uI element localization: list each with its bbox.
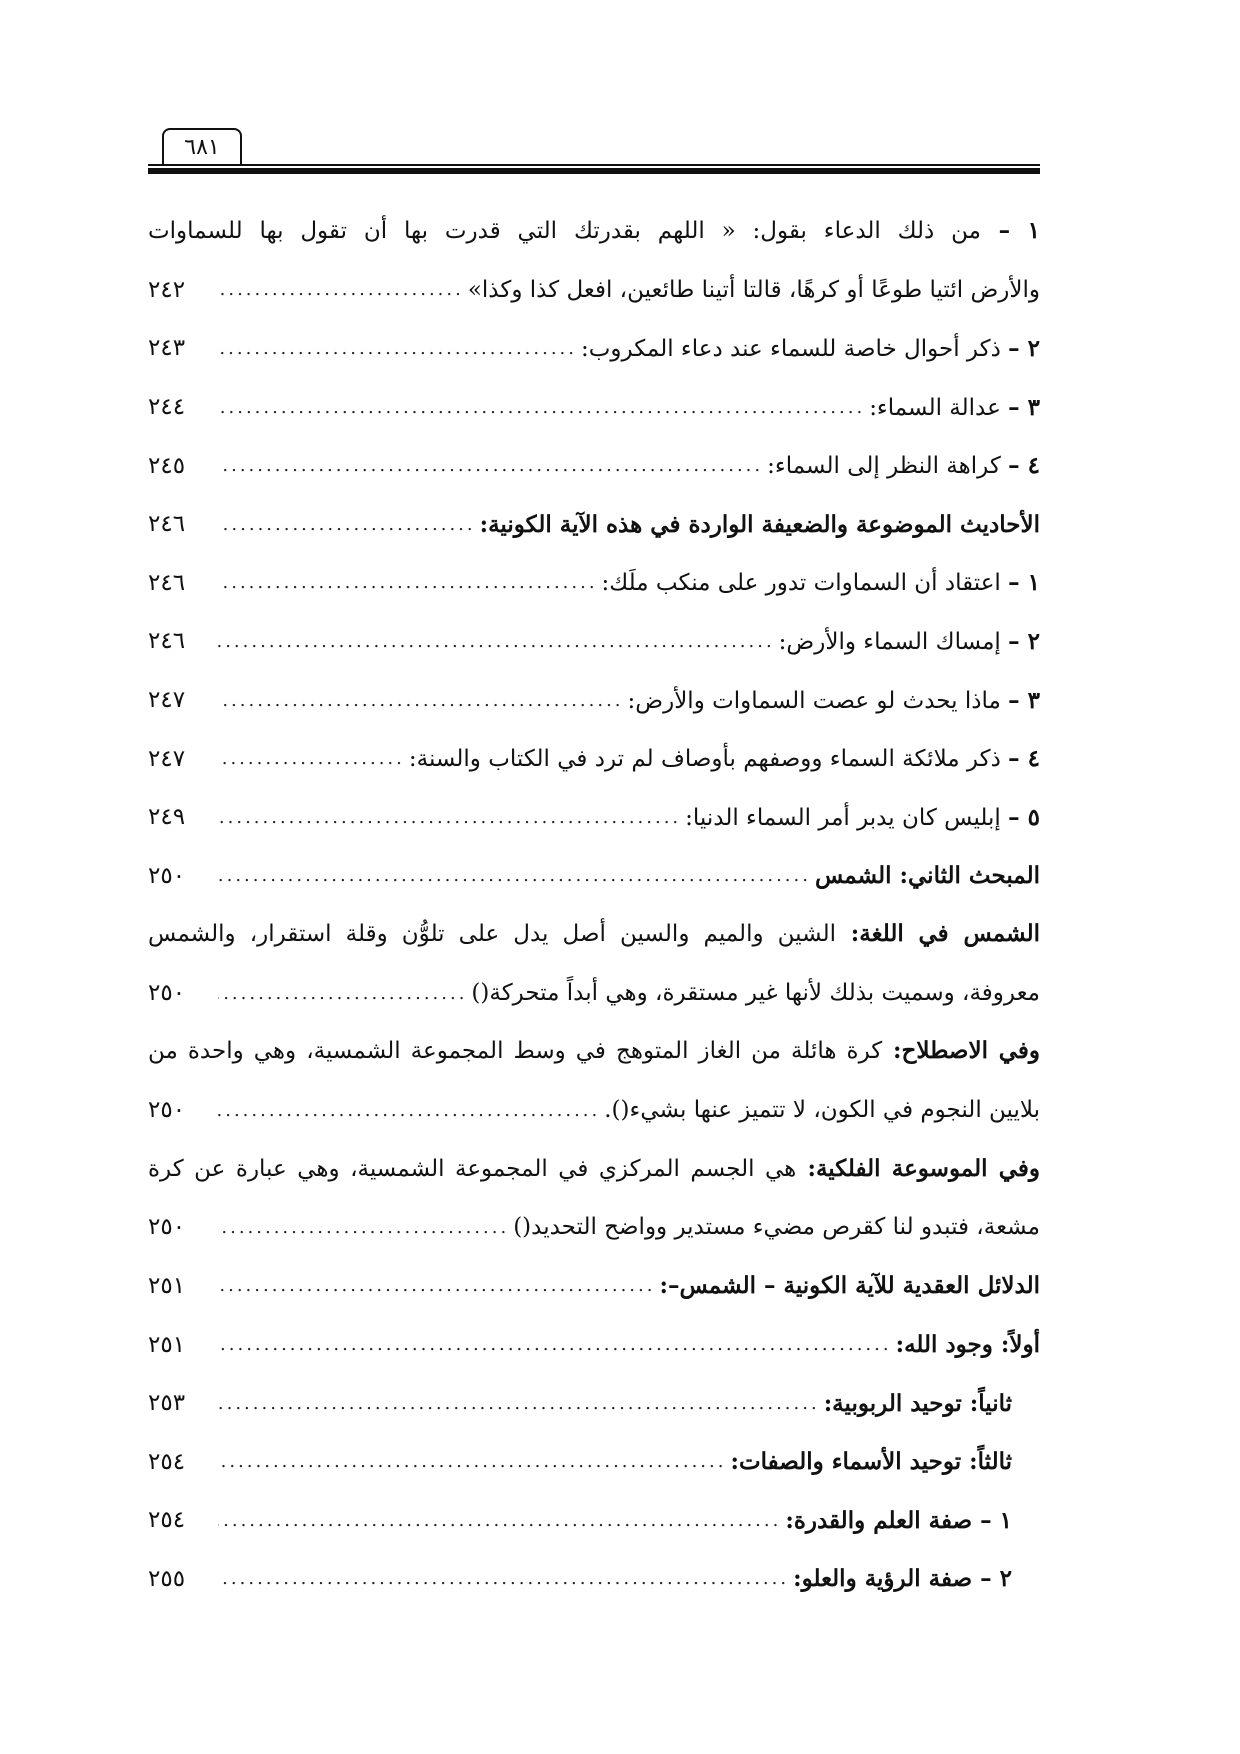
entry-text: والأرض ائتيا طوعًا أو كرهًا، قالتا أتينا طائعين، افعل كذا وكذا» [467, 276, 1040, 303]
toc-entry [148, 378, 1040, 437]
entry-title [581, 335, 1040, 362]
entry-page-number: ٢٤٧ [148, 687, 186, 714]
dot-leader [218, 338, 577, 359]
dot-leader [218, 1451, 726, 1472]
entry-text: إبليس كان يدبر أمر السماء الدنيا: [685, 804, 1001, 831]
toc-heading [148, 1432, 1040, 1491]
entry-page-number: ٢٤٦ [148, 511, 186, 538]
toc-paragraph-line [148, 1140, 1040, 1199]
entry-title [409, 745, 1040, 772]
entry-number: ٣ – [1008, 393, 1040, 421]
entry-page-number: ٢٤٢ [148, 276, 186, 303]
dot-leader [218, 865, 811, 886]
page-number: ٦٨١ [162, 128, 242, 164]
entry-title [815, 862, 1040, 889]
entry-text: ٢ – صفة الرؤية والعلو: [793, 1565, 1012, 1593]
entry-page-number: ٢٤٦ [148, 569, 186, 596]
entry-text: ١ – صفة العلم والقدرة: [785, 1506, 1012, 1534]
entry-page-number: ٢٥١ [148, 1331, 186, 1358]
dot-leader [218, 983, 467, 1004]
toc-heading [148, 1257, 1040, 1316]
entry-text: أولاً: وجود الله: [895, 1331, 1040, 1359]
entry-title [767, 452, 1040, 479]
entry-page-number: ٢٥٠ [148, 1097, 186, 1124]
dot-leader [218, 631, 775, 652]
entry-page-number: ٢٥٠ [148, 1214, 186, 1241]
dot-leader [218, 748, 405, 769]
entry-text: معروفة، وسميت بذلك لأنها غير مستقرة، وهي أبداً متحركة() [471, 980, 1040, 1007]
toc-heading [148, 1315, 1040, 1374]
toc-heading [148, 847, 1040, 906]
entry-text: ذكر ملائكة السماء ووصفهم بأوصاف لم ترد في الكتاب والسنة: [408, 746, 1001, 773]
toc-heading [148, 1491, 1040, 1550]
toc-paragraph-line [148, 1022, 1040, 1081]
entry-title [793, 1565, 1012, 1592]
entry-title [659, 1272, 1040, 1299]
dot-leader [218, 690, 624, 711]
table-of-contents [148, 202, 1040, 1608]
toc-heading [148, 1374, 1040, 1433]
entry-title [785, 1507, 1012, 1534]
toc-heading [148, 495, 1040, 554]
dot-leader [218, 279, 464, 300]
definition-term: وفي الاصطلاح: [882, 1037, 1040, 1065]
header-rule-thin [148, 164, 1040, 166]
entry-title [685, 804, 1040, 831]
dot-leader [218, 1393, 820, 1414]
entry-number: ٣ – [1008, 686, 1040, 714]
toc-entry [148, 1198, 1040, 1257]
entry-text: الدلائل العقدية للآية الكونية – الشمس–: [659, 1272, 1040, 1300]
entry-page-number: ٢٤٣ [148, 335, 186, 362]
entry-text: ماذا يحدث لو عصت السماوات والأرض: [627, 687, 1001, 714]
entry-title [471, 980, 1040, 1006]
toc-paragraph-line [148, 905, 1040, 964]
entry-text: الأحاديث الموضوعة والضعيفة الواردة في هذه الآية الكونية: [479, 510, 1040, 538]
entry-title [480, 511, 1040, 538]
entry-title [896, 1331, 1040, 1358]
dot-leader [218, 1510, 781, 1531]
entry-title [602, 569, 1040, 596]
toc-entry [148, 788, 1040, 847]
dot-leader [218, 1334, 892, 1355]
dot-leader [218, 455, 763, 476]
dot-leader [218, 572, 598, 593]
toc-heading [148, 1550, 1040, 1609]
dot-leader [218, 1217, 509, 1238]
entry-number: ٤ – [1008, 745, 1040, 773]
entry-page-number: ٢٥٤ [148, 1507, 186, 1534]
header-rule-thick [148, 168, 1040, 174]
toc-entry [148, 261, 1040, 320]
entry-page-number: ٢٥١ [148, 1272, 186, 1299]
entry-title [628, 687, 1040, 714]
entry-title [468, 277, 1040, 303]
entry-title [824, 1390, 1012, 1417]
toc-entry [148, 612, 1040, 671]
entry-text: ذكر أحوال خاصة للسماء عند دعاء المكروب: [581, 335, 1001, 362]
entry-title [779, 628, 1040, 655]
toc-entry [148, 436, 1040, 495]
entry-number: ١ – [1008, 569, 1040, 597]
entry-number: ٢ – [1008, 627, 1040, 655]
dot-leader [218, 807, 681, 828]
entry-page-number: ٢٤٩ [148, 804, 186, 831]
entry-page-number: ٢٤٦ [148, 628, 186, 655]
entry-number: ١ – [981, 217, 1040, 244]
definition-term: الشمس في اللغة: [836, 920, 1040, 948]
paragraph-text: كرة هائلة من الغاز المتوهج في وسط المجموعة الشمسية، وهي واحدة من [148, 1038, 883, 1065]
entry-text: إمساك السماء والأرض: [778, 628, 1001, 655]
dot-leader [218, 397, 865, 418]
entry-page-number: ٢٤٤ [148, 394, 186, 421]
entry-title [869, 394, 1040, 421]
dot-leader [218, 1275, 655, 1296]
entry-title [604, 1097, 1040, 1123]
paragraph-text: هي الجسم المركزي في المجموعة الشمسية، وهي عبارة عن كرة [148, 1155, 797, 1182]
toc-entry [148, 554, 1040, 613]
entry-page-number: ٢٥٣ [148, 1390, 186, 1417]
entry-page-number: ٢٥٠ [148, 980, 186, 1007]
entry-text: كراهة النظر إلى السماء: [767, 453, 1001, 480]
toc-entry [148, 729, 1040, 788]
entry-page-number: ٢٥٠ [148, 862, 186, 889]
entry-text: ثانياً: توحيد الربوبية: [823, 1389, 1012, 1417]
toc-entry [148, 319, 1040, 378]
entry-text: بلايين النجوم في الكون، لا تتميز عنها بشيء(). [604, 1097, 1040, 1124]
toc-entry [148, 1081, 1040, 1140]
toc-entry [148, 671, 1040, 730]
entry-page-number: ٢٤٧ [148, 745, 186, 772]
toc-paragraph-line [148, 202, 1040, 261]
entry-page-number: ٢٥٥ [148, 1565, 186, 1592]
entry-number: ٥ – [1008, 803, 1040, 831]
dot-leader [218, 1568, 789, 1589]
entry-text: عدالة السماء: [869, 394, 1001, 421]
entry-page-number: ٢٥٤ [148, 1448, 186, 1475]
entry-text: مشعة، فتبدو لنا كقرص مضيء مستدير وواضح التحديد() [513, 1214, 1040, 1241]
entry-title [730, 1448, 1012, 1475]
toc-entry [148, 964, 1040, 1023]
entry-text: اعتقاد أن السماوات تدور على منكب ملَك: [601, 570, 1001, 597]
paragraph-text: الشين والميم والسين أصل يدل على تلوُّن وقلة استقرار، والشمس [148, 921, 837, 948]
entry-text: ثالثاً: توحيد الأسماء والصفات: [730, 1448, 1012, 1476]
entry-page-number: ٢٤٥ [148, 452, 186, 479]
dot-leader [218, 1100, 600, 1121]
dot-leader [218, 514, 476, 535]
entry-number: ٤ – [1008, 452, 1040, 480]
entry-number: ٢ – [1008, 334, 1040, 362]
entry-text: المبحث الثاني: الشمس [814, 862, 1040, 890]
paragraph-text: من ذلك الدعاء بقول: « اللهم بقدرتك التي قدرت بها أن تقول بها للسماوات [148, 218, 981, 244]
definition-term: وفي الموسوعة الفلكية: [796, 1154, 1040, 1182]
entry-title [513, 1214, 1040, 1240]
